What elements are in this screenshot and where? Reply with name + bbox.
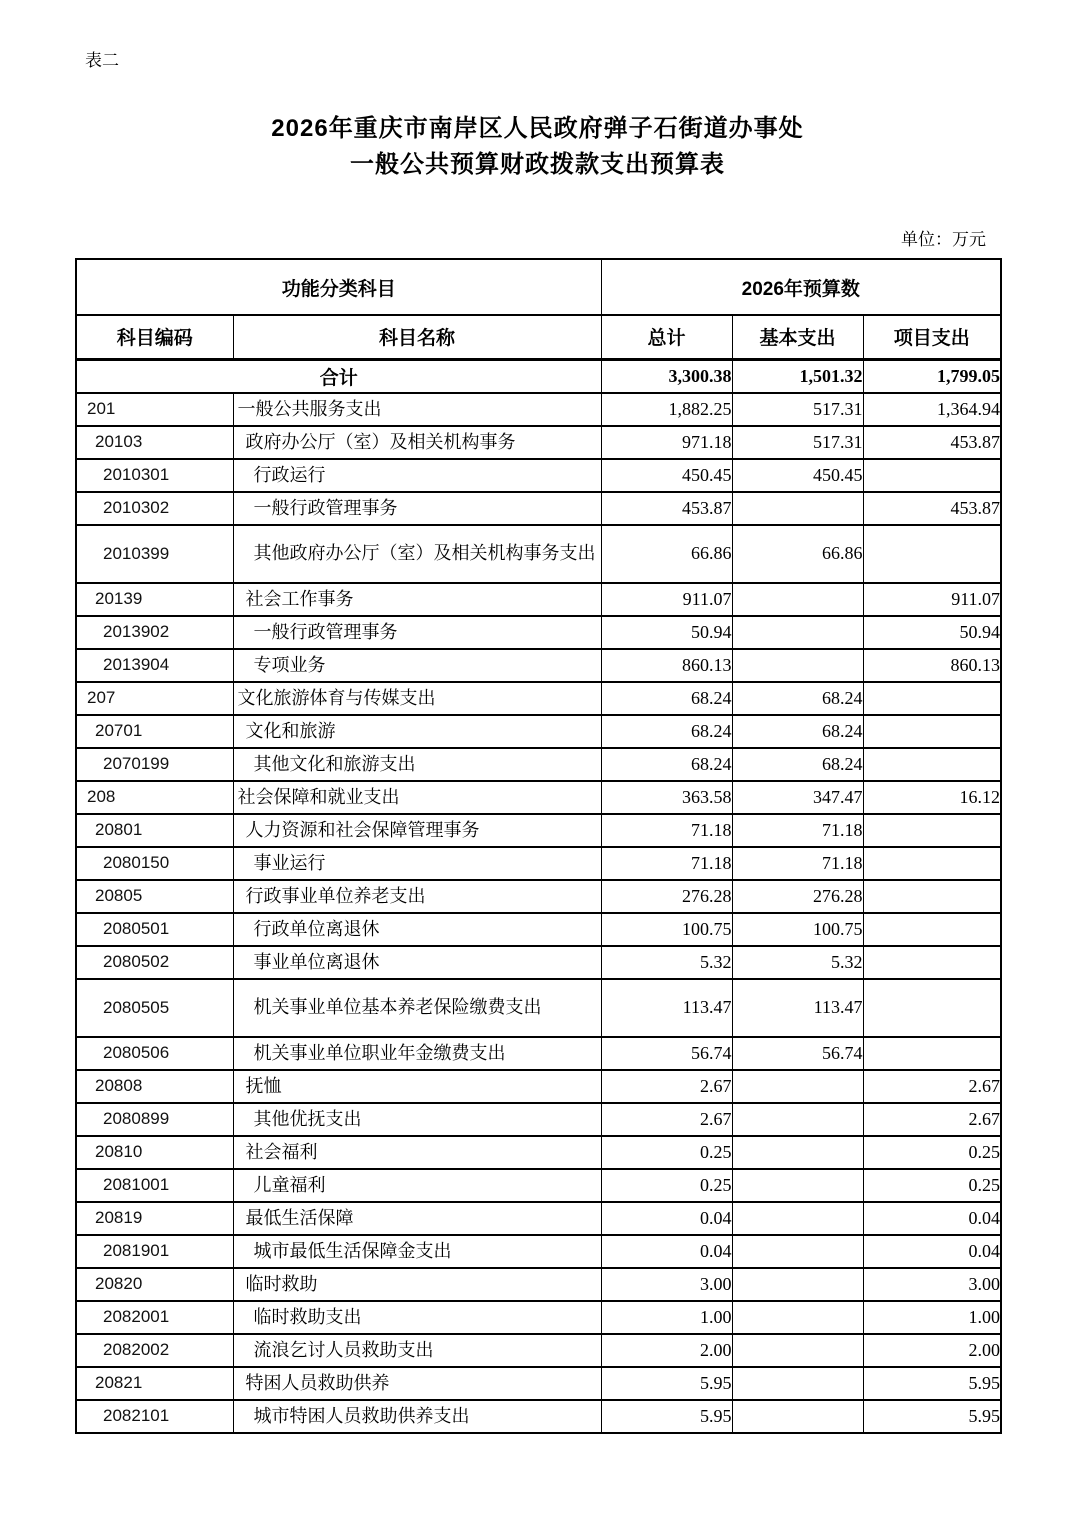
total-cell: 68.24 (601, 748, 732, 781)
project-cell: 0.25 (863, 1169, 1001, 1202)
project-cell (863, 814, 1001, 847)
code-cell: 2070199 (76, 748, 233, 781)
code-cell: 2080505 (76, 979, 233, 1037)
table-row (76, 1301, 1001, 1334)
header-group-row (76, 259, 1001, 315)
code-cell: 2080502 (76, 946, 233, 979)
name-cell: 社会福利 (233, 1136, 601, 1169)
name-cell: 社会保障和就业支出 (233, 781, 601, 814)
name-cell: 一般行政管理事务 (233, 616, 601, 649)
name-cell: 一般公共服务支出 (233, 393, 601, 426)
code-cell: 2082002 (76, 1334, 233, 1367)
table-row (76, 847, 1001, 880)
total-cell: 453.87 (601, 492, 732, 525)
header-col-code: 科目编码 (76, 315, 233, 359)
total-cell: 113.47 (601, 979, 732, 1037)
project-cell: 1.00 (863, 1301, 1001, 1334)
total-cell: 68.24 (601, 715, 732, 748)
project-cell: 5.95 (863, 1400, 1001, 1433)
total-cell: 1.00 (601, 1301, 732, 1334)
total-cell: 71.18 (601, 847, 732, 880)
table-row (76, 1268, 1001, 1301)
title-line-1: 2026年重庆市南岸区人民政府弹子石街道办事处 (271, 115, 804, 142)
basic-cell (732, 1103, 863, 1136)
name-cell: 行政单位离退休 (233, 913, 601, 946)
basic-cell: 517.31 (732, 393, 863, 426)
project-cell: 0.04 (863, 1235, 1001, 1268)
total-cell: 5.32 (601, 946, 732, 979)
code-cell: 201 (76, 393, 233, 426)
total-cell: 0.25 (601, 1136, 732, 1169)
code-cell: 20821 (76, 1367, 233, 1400)
header-budget-group: 2026年预算数 (601, 259, 1001, 315)
header-col-name: 科目名称 (233, 315, 601, 359)
code-cell: 20819 (76, 1202, 233, 1235)
name-cell: 机关事业单位基本养老保险缴费支出 (233, 979, 601, 1037)
total-cell: 66.86 (601, 525, 732, 583)
basic-cell (732, 1400, 863, 1433)
name-cell: 特困人员救助供养 (233, 1367, 601, 1400)
table-row (76, 1202, 1001, 1235)
name-cell: 事业单位离退休 (233, 946, 601, 979)
total-cell: 450.45 (601, 459, 732, 492)
table-row (76, 979, 1001, 1037)
code-cell: 2080506 (76, 1037, 233, 1070)
total-row-basic: 1,501.32 (732, 359, 863, 393)
table-row (76, 913, 1001, 946)
code-cell: 2080150 (76, 847, 233, 880)
project-cell: 453.87 (863, 426, 1001, 459)
project-cell: 3.00 (863, 1268, 1001, 1301)
project-cell: 16.12 (863, 781, 1001, 814)
table-row (76, 682, 1001, 715)
basic-cell: 100.75 (732, 913, 863, 946)
basic-cell (732, 1202, 863, 1235)
name-cell: 事业运行 (233, 847, 601, 880)
project-cell: 2.67 (863, 1070, 1001, 1103)
project-cell (863, 979, 1001, 1037)
project-cell: 911.07 (863, 583, 1001, 616)
project-cell: 1,364.94 (863, 393, 1001, 426)
basic-cell: 450.45 (732, 459, 863, 492)
table-row (76, 880, 1001, 913)
code-cell: 20805 (76, 880, 233, 913)
basic-cell: 56.74 (732, 1037, 863, 1070)
total-cell: 0.25 (601, 1169, 732, 1202)
table-row (76, 616, 1001, 649)
table-row (76, 946, 1001, 979)
basic-cell: 517.31 (732, 426, 863, 459)
project-cell: 0.25 (863, 1136, 1001, 1169)
table-row (76, 1400, 1001, 1433)
name-cell: 文化旅游体育与传媒支出 (233, 682, 601, 715)
name-cell: 其他优抚支出 (233, 1103, 601, 1136)
name-cell: 抚恤 (233, 1070, 601, 1103)
name-cell: 流浪乞讨人员救助支出 (233, 1334, 601, 1367)
project-cell: 860.13 (863, 649, 1001, 682)
total-cell: 71.18 (601, 814, 732, 847)
project-cell (863, 880, 1001, 913)
code-cell: 2082101 (76, 1400, 233, 1433)
table-row (76, 1367, 1001, 1400)
code-cell: 2013904 (76, 649, 233, 682)
name-cell: 其他政府办公厅（室）及相关机构事务支出 (233, 525, 601, 583)
name-cell: 文化和旅游 (233, 715, 601, 748)
total-cell: 50.94 (601, 616, 732, 649)
table-row (76, 1169, 1001, 1202)
table-header (76, 259, 1001, 359)
project-cell (863, 682, 1001, 715)
project-cell: 0.04 (863, 1202, 1001, 1235)
basic-cell (732, 492, 863, 525)
name-cell: 人力资源和社会保障管理事务 (233, 814, 601, 847)
name-cell: 行政事业单位养老支出 (233, 880, 601, 913)
total-row-label: 合计 (76, 359, 601, 393)
code-cell: 2082001 (76, 1301, 233, 1334)
total-cell: 5.95 (601, 1400, 732, 1433)
basic-cell (732, 1301, 863, 1334)
name-cell: 专项业务 (233, 649, 601, 682)
basic-cell: 68.24 (732, 715, 863, 748)
total-cell: 3.00 (601, 1268, 732, 1301)
basic-cell: 5.32 (732, 946, 863, 979)
name-cell: 社会工作事务 (233, 583, 601, 616)
total-cell: 860.13 (601, 649, 732, 682)
sheet-label: 表二 (85, 51, 119, 70)
code-cell: 2010399 (76, 525, 233, 583)
name-cell: 其他文化和旅游支出 (233, 748, 601, 781)
basic-cell (732, 1169, 863, 1202)
total-cell: 2.67 (601, 1070, 732, 1103)
basic-cell (732, 616, 863, 649)
table-row (76, 426, 1001, 459)
title-line-2: 一般公共预算财政拨款支出预算表 (350, 151, 725, 178)
basic-cell: 71.18 (732, 847, 863, 880)
code-cell: 2080501 (76, 913, 233, 946)
name-cell: 一般行政管理事务 (233, 492, 601, 525)
total-cell: 2.67 (601, 1103, 732, 1136)
basic-cell: 71.18 (732, 814, 863, 847)
header-col-basic: 基本支出 (732, 315, 863, 359)
project-cell (863, 946, 1001, 979)
name-cell: 机关事业单位职业年金缴费支出 (233, 1037, 601, 1070)
code-cell: 2081001 (76, 1169, 233, 1202)
project-cell (863, 1037, 1001, 1070)
project-cell (863, 913, 1001, 946)
table-row (76, 715, 1001, 748)
project-cell (863, 715, 1001, 748)
code-cell: 20810 (76, 1136, 233, 1169)
project-cell (863, 459, 1001, 492)
basic-cell (732, 1334, 863, 1367)
name-cell: 临时救助支出 (233, 1301, 601, 1334)
total-cell: 100.75 (601, 913, 732, 946)
total-cell: 2.00 (601, 1334, 732, 1367)
page-title (75, 111, 1000, 183)
table-row (76, 1103, 1001, 1136)
total-cell: 5.95 (601, 1367, 732, 1400)
project-cell: 453.87 (863, 492, 1001, 525)
code-cell: 207 (76, 682, 233, 715)
basic-cell (732, 1367, 863, 1400)
code-cell: 20808 (76, 1070, 233, 1103)
table-row (76, 748, 1001, 781)
total-cell: 971.18 (601, 426, 732, 459)
project-cell (863, 525, 1001, 583)
total-cell: 0.04 (601, 1202, 732, 1235)
total-cell: 68.24 (601, 682, 732, 715)
total-cell: 1,882.25 (601, 393, 732, 426)
code-cell: 20801 (76, 814, 233, 847)
code-cell: 2080899 (76, 1103, 233, 1136)
table-row (76, 1037, 1001, 1070)
code-cell: 208 (76, 781, 233, 814)
name-cell: 行政运行 (233, 459, 601, 492)
project-cell: 2.67 (863, 1103, 1001, 1136)
basic-cell: 66.86 (732, 525, 863, 583)
header-function-group: 功能分类科目 (76, 259, 601, 315)
code-cell: 2081901 (76, 1235, 233, 1268)
total-row (76, 359, 1001, 393)
table-row (76, 649, 1001, 682)
code-cell: 20820 (76, 1268, 233, 1301)
name-cell: 政府办公厅（室）及相关机构事务 (233, 426, 601, 459)
project-cell: 5.95 (863, 1367, 1001, 1400)
basic-cell: 276.28 (732, 880, 863, 913)
table-row (76, 393, 1001, 426)
total-cell: 56.74 (601, 1037, 732, 1070)
name-cell: 城市最低生活保障金支出 (233, 1235, 601, 1268)
name-cell: 儿童福利 (233, 1169, 601, 1202)
name-cell: 最低生活保障 (233, 1202, 601, 1235)
table-row (76, 525, 1001, 583)
table-row (76, 1136, 1001, 1169)
name-cell: 临时救助 (233, 1268, 601, 1301)
code-cell: 20139 (76, 583, 233, 616)
table-row (76, 1334, 1001, 1367)
table-row (76, 583, 1001, 616)
header-col-total: 总计 (601, 315, 732, 359)
table-row (76, 814, 1001, 847)
project-cell: 50.94 (863, 616, 1001, 649)
unit-note: 单位：万元 (901, 230, 986, 249)
header-columns-row (76, 315, 1001, 359)
table-row (76, 1235, 1001, 1268)
basic-cell: 347.47 (732, 781, 863, 814)
basic-cell (732, 1268, 863, 1301)
project-cell (863, 748, 1001, 781)
table-row (76, 492, 1001, 525)
table-row (76, 459, 1001, 492)
basic-cell: 68.24 (732, 682, 863, 715)
total-cell: 363.58 (601, 781, 732, 814)
code-cell: 20103 (76, 426, 233, 459)
total-cell: 276.28 (601, 880, 732, 913)
basic-cell (732, 1136, 863, 1169)
header-col-project: 项目支出 (863, 315, 1001, 359)
project-cell: 2.00 (863, 1334, 1001, 1367)
project-cell (863, 847, 1001, 880)
code-cell: 2010302 (76, 492, 233, 525)
table-row (76, 781, 1001, 814)
total-cell: 0.04 (601, 1235, 732, 1268)
total-row-project: 1,799.05 (863, 359, 1001, 393)
budget-table (75, 258, 1002, 1434)
total-row-total: 3,300.38 (601, 359, 732, 393)
table-row (76, 1070, 1001, 1103)
basic-cell (732, 1070, 863, 1103)
code-cell: 2010301 (76, 459, 233, 492)
basic-cell (732, 649, 863, 682)
total-cell: 911.07 (601, 583, 732, 616)
code-cell: 2013902 (76, 616, 233, 649)
code-cell: 20701 (76, 715, 233, 748)
basic-cell (732, 583, 863, 616)
basic-cell (732, 1235, 863, 1268)
name-cell: 城市特困人员救助供养支出 (233, 1400, 601, 1433)
table-body (76, 359, 1001, 1433)
basic-cell: 68.24 (732, 748, 863, 781)
basic-cell: 113.47 (732, 979, 863, 1037)
